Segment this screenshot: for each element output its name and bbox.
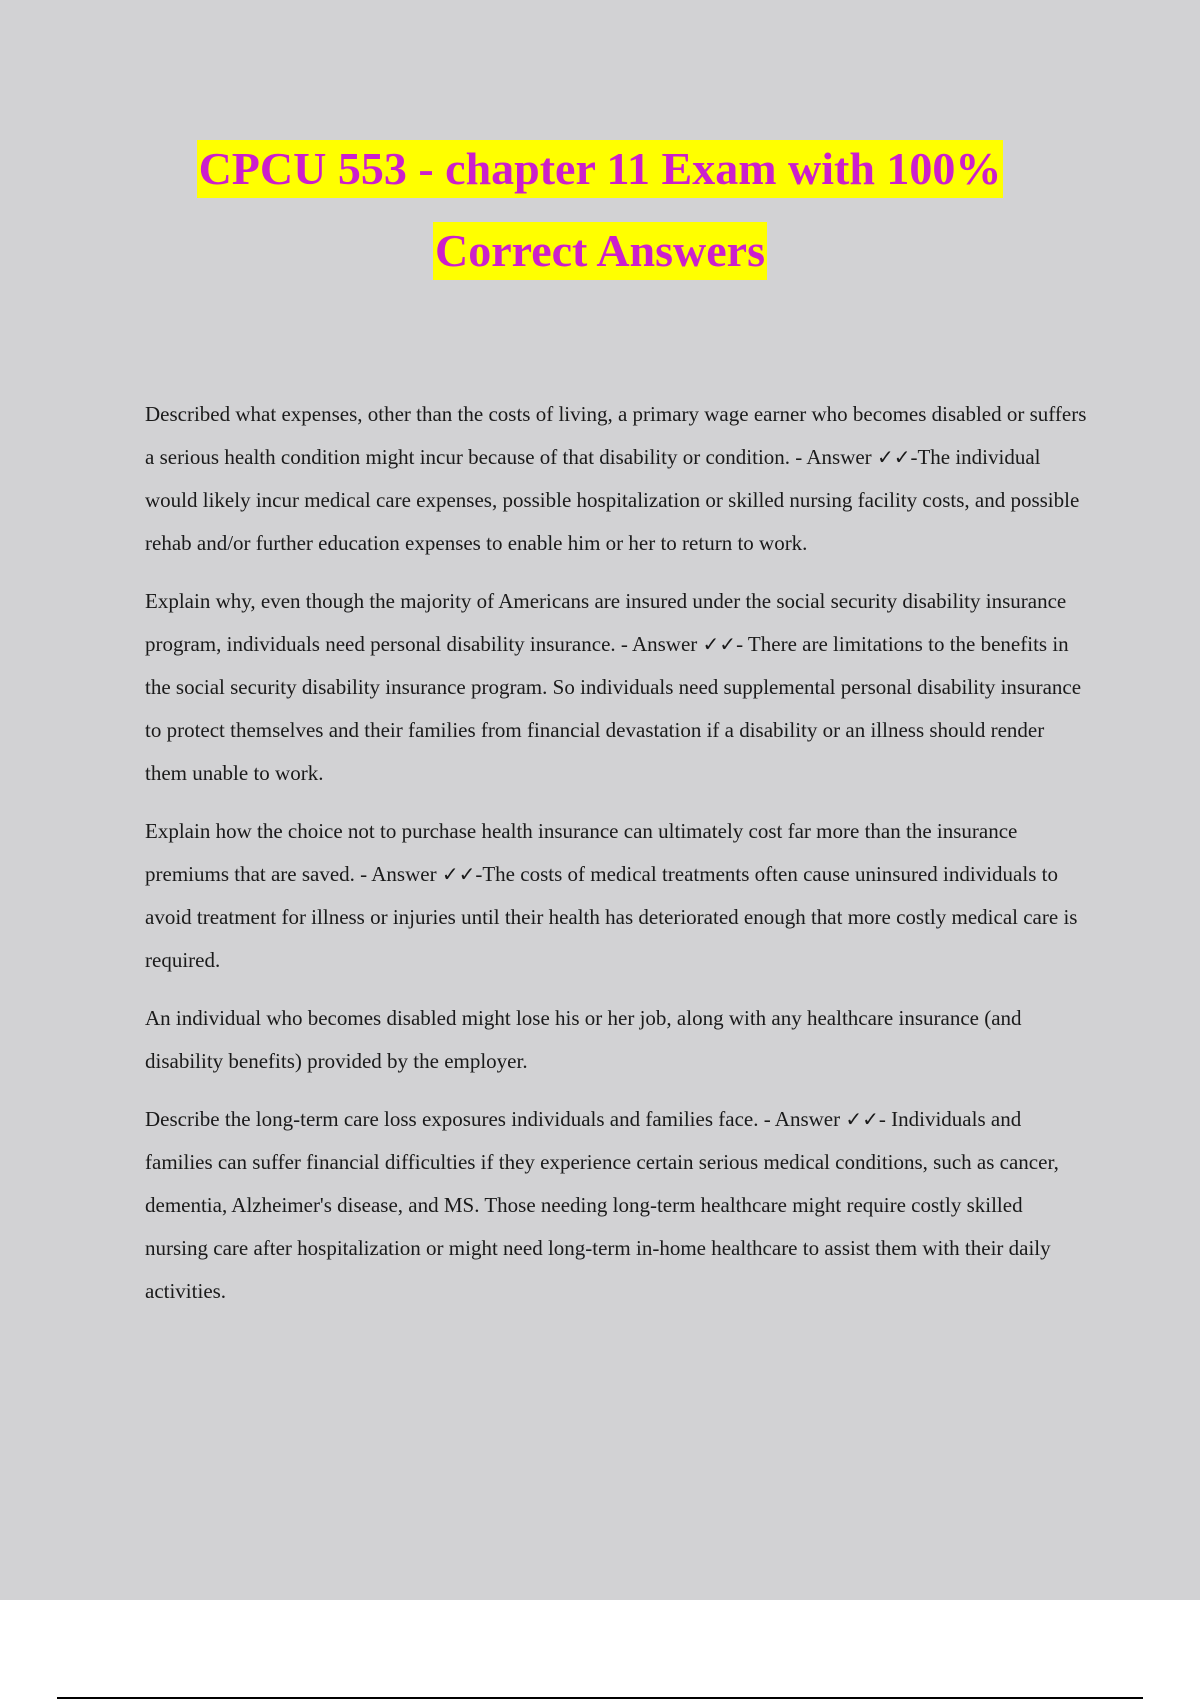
question-text: Explain why, even though the majority of Americans are insured under the social security disability insurance program, individuals need personal disability insurance. - Answer xyxy=(145,589,1067,656)
page-title xyxy=(0,140,1200,280)
title-line-1: CPCU 553 - chapter 11 Exam with 100% xyxy=(197,140,1004,198)
question-text: Describe the long-term care loss exposures individuals and families face. - Answer xyxy=(145,1107,846,1131)
statement-paragraph: An individual who becomes disabled might lose his or her job, along with any healthcare insurance (and disability benefits) provided by the employer. xyxy=(145,1006,1022,1073)
qa-item-1 xyxy=(145,393,1090,565)
document-body xyxy=(145,393,1090,1328)
double-check-icon: ✓✓ xyxy=(441,862,476,886)
double-check-icon: ✓✓ xyxy=(876,445,911,469)
answer-text: -The costs of medical treatments often cause uninsured individuals to avoid treatment for illness or injuries until their health has deteriorated enough that more costly medical care is required. xyxy=(145,862,1078,972)
double-check-icon: ✓✓ xyxy=(702,632,737,656)
answer-text: - Individuals and families can suffer financial difficulties if they experience certain serious medical conditions, such as cancer, dementia, Alzheimer's disease, and MS. Those needing long-term healthcare might require costly skilled nursing care after hospitalization or might need long-term in-home healthcare to assist them with their daily activities. xyxy=(145,1107,1059,1303)
title-line-2: Correct Answers xyxy=(433,222,767,280)
qa-item-2 xyxy=(145,580,1090,795)
answer-text: -The individual would likely incur medical care expenses, possible hospitalization or skilled nursing facility costs, and possible rehab and/or further education expenses to enable him or her to return to work. xyxy=(145,445,1080,555)
page-bottom-margin xyxy=(0,1600,1200,1700)
qa-item-3 xyxy=(145,810,1090,982)
double-check-icon: ✓✓ xyxy=(845,1107,879,1131)
question-text: Explain how the choice not to purchase health insurance can ultimately cost far more than the insurance premiums that are saved. - Answer xyxy=(145,819,1018,886)
answer-text: - There are limitations to the benefits in the social security disability insurance program. So individuals need supplemental personal disability insurance to protect themselves and their families from financial devastation if a disability or an illness should render them unable to work. xyxy=(145,632,1082,785)
bottom-divider xyxy=(57,1697,1143,1699)
qa-item-4 xyxy=(145,1098,1090,1313)
question-text: Described what expenses, other than the costs of living, a primary wage earner who becomes disabled or suffers a serious health condition might incur because of that disability or condition. - Answer xyxy=(145,402,1087,469)
